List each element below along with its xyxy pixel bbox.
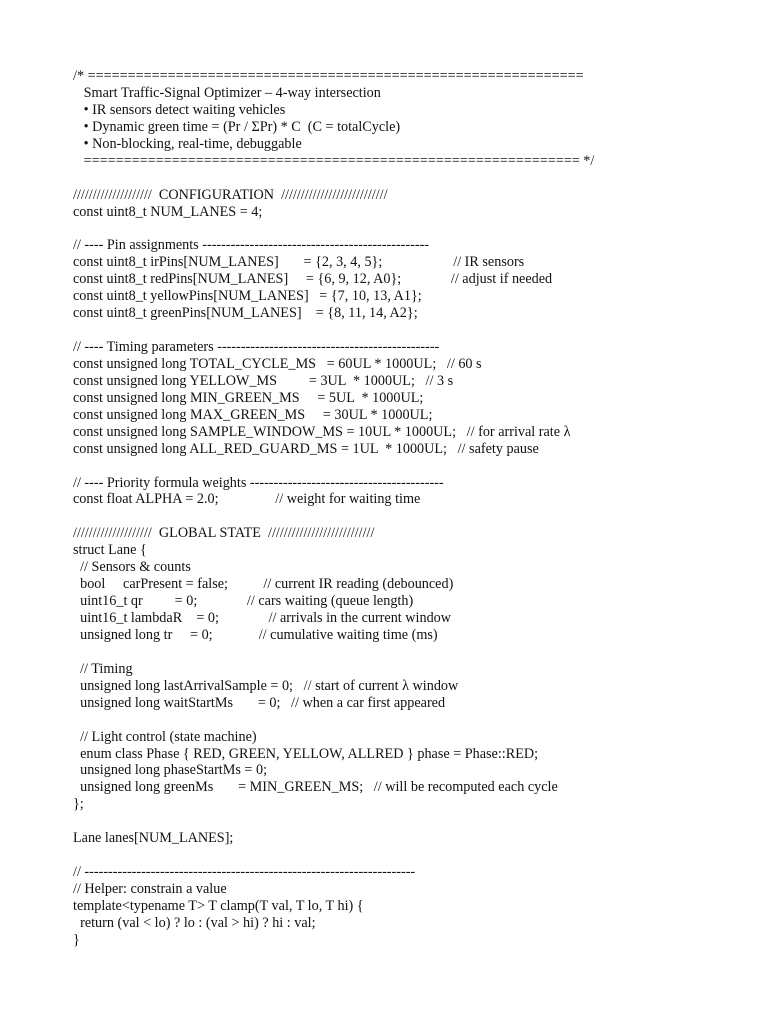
code-line: const uint8_t yellowPins[NUM_LANES] = {7, 10, 13, A1}; [73, 288, 422, 305]
code-line: const unsigned long TOTAL_CYCLE_MS = 60UL * 1000UL; // 60 s [73, 355, 482, 372]
code-line: const uint8_t NUM_LANES = 4; [73, 203, 263, 220]
code-line: template<typename T> T clamp(T val, T lo, T hi) { [73, 897, 364, 914]
code-line: }; [73, 796, 84, 813]
code-line: unsigned long lastArrivalSample = 0; // start of current λ window [73, 677, 459, 694]
code-line: // ---- Pin assignments ------------------------------------------------ [73, 237, 430, 254]
code-line: const uint8_t irPins[NUM_LANES] = {2, 3, 4, 5}; // IR sensors [73, 254, 525, 271]
code-line [73, 170, 753, 187]
code-line: const unsigned long MAX_GREEN_MS = 30UL * 1000UL; [73, 406, 433, 423]
code-line: // ---------------------------------------------------------------------- [73, 864, 416, 881]
code-line [73, 644, 753, 661]
code-line: //////////////////// GLOBAL STATE /////////////////////////// [73, 525, 375, 542]
code-line: const uint8_t redPins[NUM_LANES] = {6, 9, 12, A0}; // adjust if needed [73, 271, 553, 288]
code-line: /* ============================================================== [73, 68, 584, 84]
code-line: Lane lanes[NUM_LANES]; [73, 830, 234, 847]
code-line: • IR sensors detect waiting vehicles [73, 101, 286, 118]
code-line: //////////////////// CONFIGURATION /////////////////////////// [73, 186, 388, 203]
code-line: const unsigned long MIN_GREEN_MS = 5UL * 1000UL; [73, 389, 424, 406]
code-line [73, 458, 753, 475]
code-line: // ---- Priority formula weights ----------------------------------------- [73, 474, 444, 491]
code-line: unsigned long phaseStartMs = 0; [73, 762, 268, 779]
code-line: enum class Phase { RED, GREEN, YELLOW, ALLRED } phase = Phase::RED; [73, 745, 539, 762]
code-line: } [73, 931, 80, 948]
code-line: // Light control (state machine) [73, 728, 257, 745]
code-line: • Non-blocking, real-time, debuggable [73, 135, 302, 152]
code-line: const uint8_t greenPins[NUM_LANES] = {8, 11, 14, A2}; [73, 305, 418, 322]
code-line: const unsigned long YELLOW_MS = 3UL * 1000UL; // 3 s [73, 372, 454, 389]
code-line: struct Lane { [73, 542, 147, 559]
code-line: unsigned long tr = 0; // cumulative waiting time (ms) [73, 626, 438, 643]
code-line: // ---- Timing parameters ----------------------------------------------- [73, 339, 440, 355]
code-line: // Timing [73, 660, 133, 677]
code-document [73, 68, 753, 949]
code-line: unsigned long waitStartMs = 0; // when a car first appeared [73, 694, 446, 711]
code-line: uint16_t qr = 0; // cars waiting (queue length) [73, 593, 414, 610]
code-line: ============================================================== */ [73, 152, 595, 169]
code-line: bool carPresent = false; // current IR reading (debounced) [73, 576, 454, 593]
code-line: • Dynamic green time = (Pr / ΣPr) * C (C = totalCycle) [73, 118, 401, 135]
code-line: const unsigned long SAMPLE_WINDOW_MS = 10UL * 1000UL; // for arrival rate λ [73, 423, 571, 440]
code-line: Smart Traffic-Signal Optimizer – 4-way intersection [73, 84, 381, 101]
code-line: const unsigned long ALL_RED_GUARD_MS = 1UL * 1000UL; // safety pause [73, 440, 539, 457]
code-line [73, 813, 753, 830]
code-line [73, 508, 753, 525]
code-line: // Helper: constrain a value [73, 881, 227, 897]
code-line: return (val < lo) ? lo : (val > hi) ? hi : val; [73, 914, 316, 931]
code-line: uint16_t lambdaR = 0; // arrivals in the current window [73, 610, 451, 626]
code-line [73, 712, 753, 729]
code-line [73, 322, 753, 339]
code-line: unsigned long greenMs = MIN_GREEN_MS; // will be recomputed each cycle [73, 779, 558, 796]
code-line [73, 220, 753, 237]
code-line: // Sensors & counts [73, 559, 191, 576]
code-line: const float ALPHA = 2.0; // weight for waiting time [73, 491, 421, 508]
code-line [73, 847, 753, 864]
